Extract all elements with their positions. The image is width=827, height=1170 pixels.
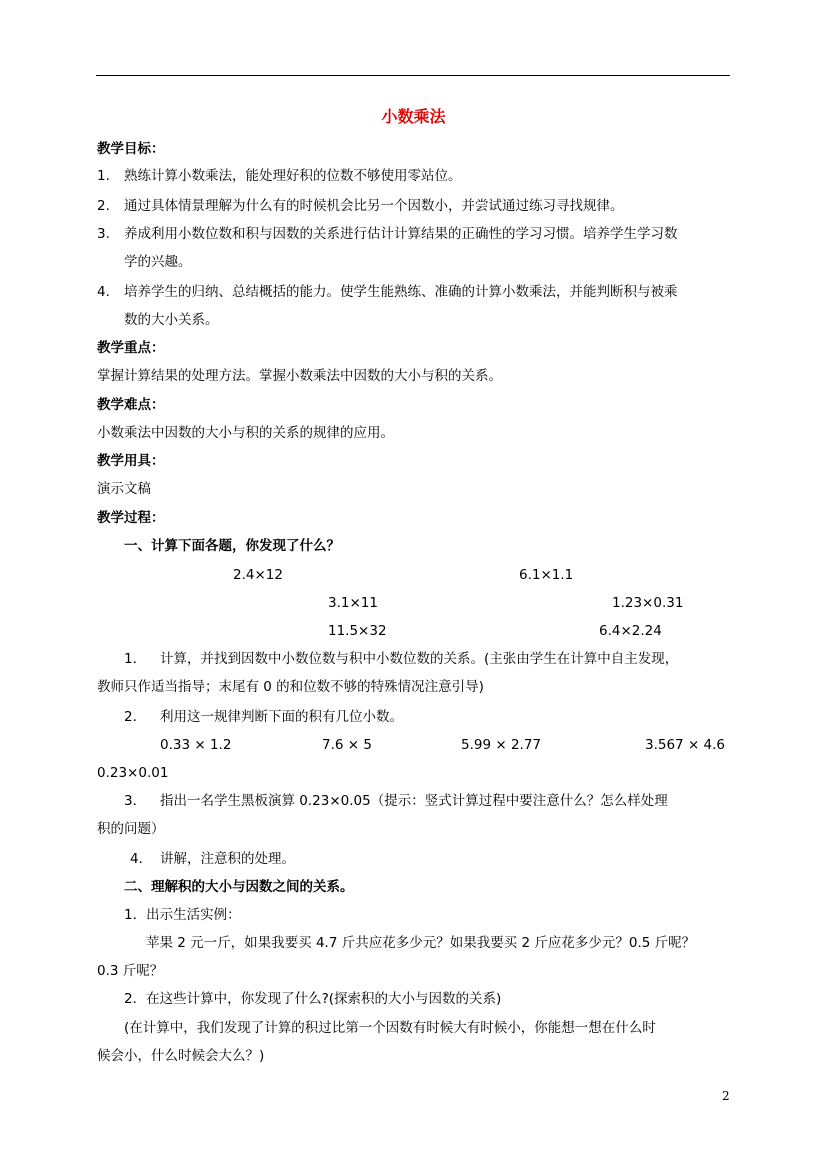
step-2-text: 利用这一规律判断下面的积有几位小数。 xyxy=(160,709,403,725)
section2-item-2: 2．在这些计算中，你发现了什么?(探索积的大小与因数的关系) xyxy=(124,991,502,1007)
step-3-cont: 积的问题） xyxy=(97,821,165,837)
step-1-cont: 教师只作适当指导；末尾有 0 的和位数不够的特殊情况注意引导) xyxy=(97,679,484,695)
step-1-num: 1． xyxy=(124,651,147,667)
difficulty-heading: 教学难点： xyxy=(97,397,165,413)
problem-2: 6.1×1.1 xyxy=(519,567,574,583)
step2-problem-1: 0.33 × 1.2 xyxy=(160,737,232,753)
document-title: 小数乘法 xyxy=(381,107,446,126)
objective-4-cont: 数的大小关系。 xyxy=(124,312,219,328)
step-4-text: 讲解，注意积的处理。 xyxy=(160,851,295,867)
section1-heading: 一、计算下面各题，你发现了什么？ xyxy=(124,538,340,554)
objective-3-text: 养成利用小数位数和积与因数的关系进行估计计算结果的正确性的学习习惯。培养学生学习数 xyxy=(124,226,678,242)
problem-3: 3.1×11 xyxy=(328,595,378,611)
objective-3-cont: 学的兴趣。 xyxy=(124,254,192,270)
section2-note-cont: 候会小，什么时候会大么？) xyxy=(97,1048,265,1064)
problem-5: 11.5×32 xyxy=(328,623,387,639)
tools-heading: 教学用具： xyxy=(97,453,165,469)
objectives-heading: 教学目标： xyxy=(97,141,165,157)
tools-text: 演示文稿 xyxy=(97,481,151,497)
section2-item-1: 1．出示生活实例： xyxy=(124,907,241,923)
objective-1-text: 熟练计算小数乘法，能处理好积的位数不够使用零站位。 xyxy=(124,168,462,184)
process-heading: 教学过程： xyxy=(97,510,165,526)
page-number: 2 xyxy=(722,1089,730,1103)
section2-example-cont: 0.3 斤呢？ xyxy=(97,963,164,979)
difficulty-text: 小数乘法中因数的大小与积的关系的规律的应用。 xyxy=(97,425,394,441)
objective-2-num: 2. xyxy=(97,198,110,214)
step2-problem-2: 7.6 × 5 xyxy=(322,737,372,753)
objective-4-num: 4. xyxy=(97,284,110,300)
objective-2-text: 通过具体情景理解为什么有的时候机会比另一个因数小，并尝试通过练习寻找规律。 xyxy=(124,198,624,214)
section2-note: (在计算中，我们发现了计算的积过比第一个因数有时候大有时候小，你能想一想在什么时 xyxy=(124,1020,656,1036)
step-3-text: 指出一名学生黑板演算 0.23×0.05（提示：竖式计算过程中要注意什么？怎么样处理 xyxy=(160,793,668,809)
objective-1-num: 1. xyxy=(97,168,110,184)
problem-6: 6.4×2.24 xyxy=(599,623,662,639)
objective-4-text: 培养学生的归纳、总结概括的能力。使学生能熟练、准确的计算小数乘法，并能判断积与被乘 xyxy=(124,284,678,300)
step-1-text: 计算，并找到因数中小数位数与积中小数位数的关系。(主张由学生在计算中自主发现， xyxy=(160,651,679,667)
problem-4: 1.23×0.31 xyxy=(612,595,684,611)
header-rule xyxy=(96,75,730,76)
step-3-num: 3． xyxy=(124,793,147,809)
step-2-num: 2． xyxy=(124,709,147,725)
objective-3-num: 3. xyxy=(97,226,110,242)
problem-1: 2.4×12 xyxy=(233,567,283,583)
step2-problem-3: 5.99 × 2.77 xyxy=(461,737,542,753)
section2-example: 苹果 2 元一斤，如果我要买 4.7 斤共应花多少元？如果我要买 2 斤应花多少元？0.5 斤呢？ xyxy=(146,935,696,951)
section2-heading: 二、理解积的大小与因数之间的关系。 xyxy=(124,879,354,895)
key-point-text: 掌握计算结果的处理方法。掌握小数乘法中因数的大小与积的关系。 xyxy=(97,368,502,384)
key-point-heading: 教学重点： xyxy=(97,340,165,356)
step-4-num: 4． xyxy=(130,851,153,867)
step2-problem-5: 0.23×0.01 xyxy=(97,765,169,781)
step2-problem-4: 3.567 × 4.6 xyxy=(645,737,726,753)
